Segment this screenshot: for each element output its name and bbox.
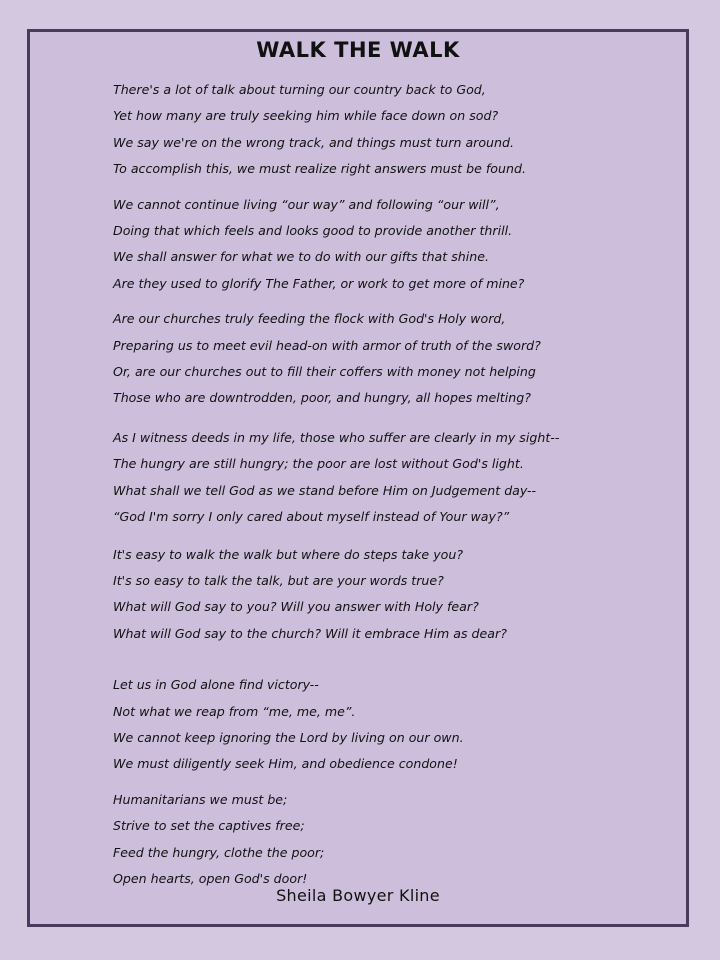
- poem-line: What shall we tell God as we stand before Him on Judgement day--: [113, 482, 536, 498]
- poem-line: Humanitarians we must be;: [113, 791, 288, 807]
- stanza-gap: [113, 297, 676, 306]
- poem-line: Or, are our churches out to fill their coffers with money not helping: [113, 364, 536, 380]
- poem-line: Are our churches truly feeding the flock with God's Holy word,: [113, 311, 506, 327]
- stanza-gap: [113, 412, 676, 425]
- poem-line: It's so easy to talk the talk, but are your words true?: [113, 572, 444, 588]
- poem-line: Let us in God alone find victory--: [113, 677, 319, 693]
- poem-line: Feed the hungry, clothe the poor;: [113, 844, 325, 860]
- poem-line: It's easy to walk the walk but where do steps take you?: [113, 546, 464, 562]
- poem-body: [113, 77, 676, 892]
- poem-line: Yet how many are truly seeking him while face down on sod?: [113, 108, 499, 124]
- poem-line: We say we're on the wrong track, and things must turn around.: [113, 134, 515, 150]
- stanza-gap: [113, 647, 676, 672]
- poem-line: We must diligently seek Him, and obedience condone!: [113, 756, 458, 772]
- stanza-5: [113, 542, 676, 648]
- poem-line: Those who are downtrodden, poor, and hungry, all hopes melting?: [113, 390, 531, 406]
- poem-line: We shall answer for what we to do with our gifts that shine.: [113, 249, 489, 265]
- poem-line: Are they used to glorify The Father, or work to get more of mine?: [113, 275, 525, 291]
- stanza-2: [113, 192, 676, 298]
- poem-line: The hungry are still hungry; the poor are lost without God's light.: [113, 456, 524, 472]
- stanza-3: [113, 306, 676, 412]
- stanza-6: [113, 672, 676, 778]
- stanza-gap: [113, 183, 676, 192]
- stanza-gap: [113, 531, 676, 542]
- poem-line: There's a lot of talk about turning our country back to God,: [113, 82, 486, 97]
- poem-frame: [27, 29, 689, 927]
- poem-line: What will God say to the church? Will it embrace Him as dear?: [113, 625, 507, 641]
- poem-author: Sheila Bowyer Kline: [276, 886, 440, 905]
- stanza-4: [113, 425, 676, 531]
- poem-line: Not what we reap from “me, me, me”.: [113, 703, 356, 719]
- poem-line: What will God say to you? Will you answer with Holy fear?: [113, 599, 479, 615]
- stanza-7: [113, 787, 676, 893]
- poem-line: Preparing us to meet evil head-on with armor of truth of the sword?: [113, 337, 541, 353]
- poem-line: We cannot keep ignoring the Lord by living on our own.: [113, 729, 464, 745]
- stanza-1: [113, 77, 676, 183]
- poem-title: WALK THE WALK: [256, 38, 460, 62]
- poem-line: Open hearts, open God's door!: [113, 870, 308, 886]
- poem-line: Strive to set the captives free;: [113, 818, 305, 834]
- stanza-gap: [113, 778, 676, 787]
- poem-line: To accomplish this, we must realize right answers must be found.: [113, 161, 526, 177]
- poem-line: We cannot continue living “our way” and following “our will”,: [113, 196, 500, 212]
- poem-line: Doing that which feels and looks good to provide another thrill.: [113, 223, 513, 239]
- poem-line: “God I'm sorry I only cared about myself instead of Your way?”: [113, 509, 510, 525]
- poem-line: As I witness deeds in my life, those who suffer are clearly in my sight--: [113, 429, 560, 445]
